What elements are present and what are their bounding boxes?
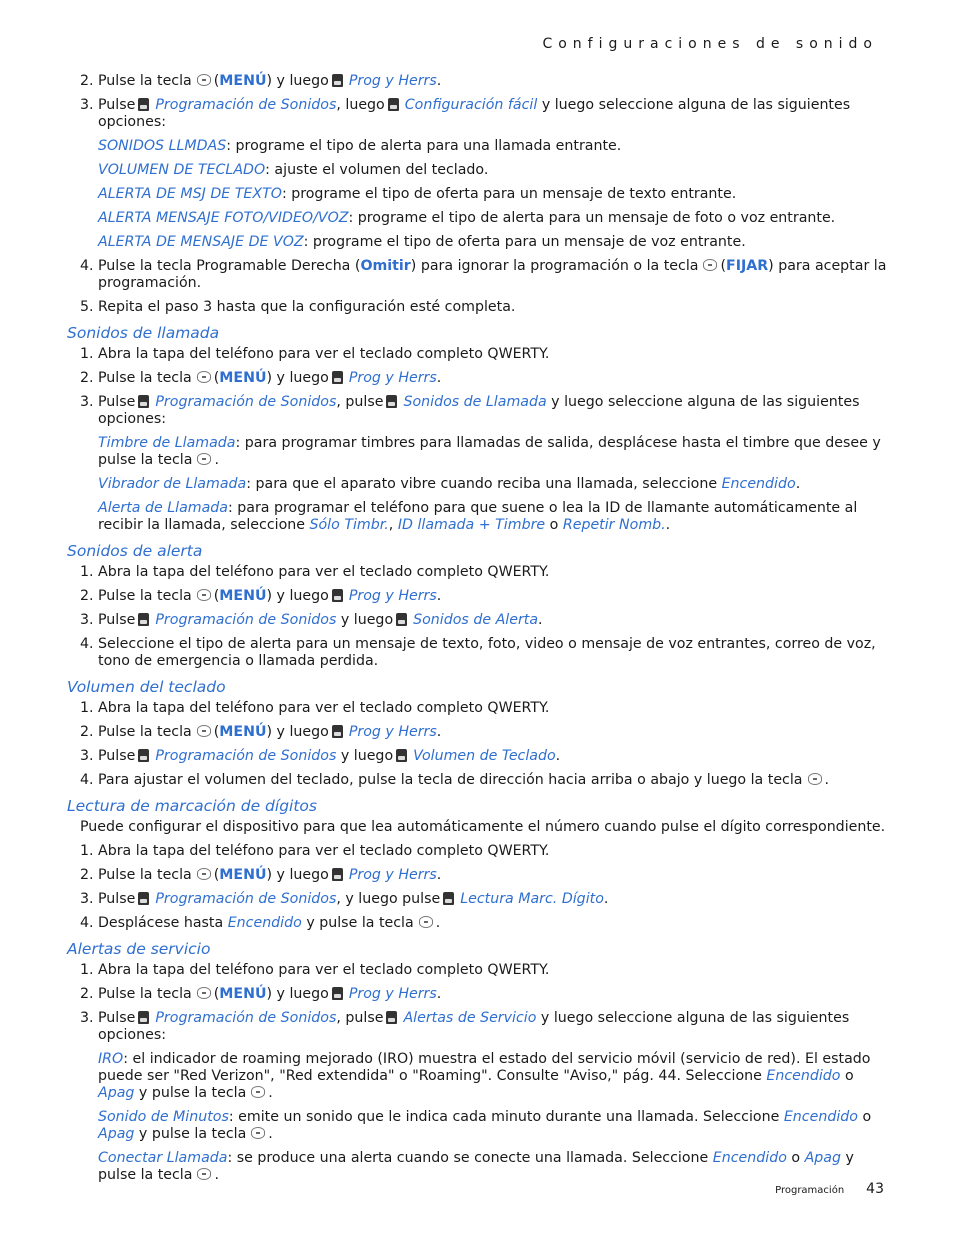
step-1: 1. Abra la tapa del teléfono para ver el teclado completo QWERTY. [80,843,550,859]
step-3: 3. Pulse Programación de Sonidos, pulse Alertas de Servicio y luego seleccione alguna de las siguientes opciones: [80,1010,850,1043]
n-key-icon [332,74,343,87]
n-key-icon [332,371,343,384]
section-title-alertas-servicio: Alertas de servicio [67,940,211,958]
step-3: 3. Pulse Programación de Sonidos, luego Configuración fácil y luego seleccione alguna de las siguientes opciones: [80,97,851,130]
p-key-icon [138,749,149,762]
step-2: 2. Pulse la tecla (MENÚ) y luego Prog y Herrs. [80,588,442,604]
step-1: 1. Abra la tapa del teléfono para ver el teclado completo QWERTY. [80,962,550,978]
option-item: Alerta de Llamada: para programar el teléfono para que suene o lea la ID de llamante automáticamente al recibir la llamada, seleccione Sólo Timbr., ID llamada + Timbre o Repetir Nomb.. [98,500,858,533]
p-key-icon [138,98,149,111]
step-4: 4. Desplácese hasta Encendido y pulse la tecla . [80,915,441,931]
ok-key-icon [197,1168,211,1180]
option-item: SONIDOS LLMDAS: programe el tipo de alerta para una llamada entrante. [98,138,622,154]
option-item: ALERTA DE MSJ DE TEXTO: programe el tipo de oferta para un mensaje de texto entrante. [98,186,737,202]
section-title-lectura-marcacion: Lectura de marcación de dígitos [67,797,317,815]
page-number: 43 [866,1181,884,1197]
option-item: Vibrador de Llamada: para que el aparato vibre cuando reciba una llamada, seleccione Encendido. [98,476,801,492]
option-item: Sonido de Minutos: emite un sonido que le indica cada minuto durante una llamada. Seleccione Encendido o Apag y pulse la tecla . [98,1109,872,1142]
step-1: 1. Abra la tapa del teléfono para ver el teclado completo QWERTY. [80,564,550,580]
option-item: Timbre de Llamada: para programar timbres para llamadas de salida, desplácese hasta el timbre que desee y pulse la tecla . [98,435,881,468]
page-content [67,73,887,1191]
page-header: Configuraciones de sonido [542,36,878,52]
r-key-icon [386,395,397,408]
step-2: 2. Pulse la tecla (MENÚ) y luego Prog y Herrs. [80,370,442,386]
option-item: ALERTA DE MENSAJE DE VOZ: programe el tipo de oferta para un mensaje de voz entrante. [98,234,746,250]
p-key-icon [138,1011,149,1024]
ok-key-icon [197,371,211,383]
step-3: 3. Pulse Programación de Sonidos, pulse Sonidos de Llamada y luego seleccione alguna de las siguientes opciones: [80,394,860,427]
ok-key-icon [419,916,433,928]
x-key-icon [396,749,407,762]
step-1: 1. Abra la tapa del teléfono para ver el teclado completo QWERTY. [80,700,550,716]
ok-key-icon [703,259,717,271]
section-title-volumen-teclado: Volumen del teclado [67,678,226,696]
ok-key-icon [197,74,211,86]
ok-key-icon [197,725,211,737]
step-3: 3. Pulse Programación de Sonidos y luego Volumen de Teclado. [80,748,561,764]
ok-key-icon [251,1086,265,1098]
n-key-icon [332,987,343,1000]
footer-label: Programación [775,1185,845,1196]
section-intro: Puede configurar el dispositivo para que lea automáticamente el número cuando pulse el dígito correspondiente. [80,819,886,835]
c-key-icon [443,892,454,905]
step-2: 2. Pulse la tecla (MENÚ) y luego Prog y Herrs. [80,867,442,883]
step-4: 4. Para ajustar el volumen del teclado, pulse la tecla de dirección hacia arriba o abajo y luego la tecla . [80,772,830,788]
section-title-sonidos-llamada: Sonidos de llamada [67,324,220,342]
option-item: VOLUMEN DE TECLADO: ajuste el volumen del teclado. [98,162,489,178]
ok-key-icon [251,1127,265,1139]
page-footer [775,1181,884,1197]
step-2: 2. Pulse la tecla (MENÚ) y luego Prog y Herrs. [80,73,442,89]
section-title-sonidos-alerta: Sonidos de alerta [67,542,203,560]
p-key-icon [138,395,149,408]
n-key-icon [332,589,343,602]
ok-key-icon [197,589,211,601]
option-item: IRO: el indicador de roaming mejorado (IRO) muestra el estado del servicio móvil (servicio de red). El estado puede ser "Red Verizon", "Red extendida" o "Roaming". Consulte "Aviso," pág. 44. Seleccione Encendido o Apag y pulse la tecla . [98,1051,871,1101]
option-item: ALERTA MENSAJE FOTO/VIDEO/VOZ: programe el tipo de alerta para un mensaje de foto o voz entrante. [98,210,836,226]
n-key-icon [332,725,343,738]
step-3: 3. Pulse Programación de Sonidos, y luego pulse Lectura Marc. Dígito. [80,891,609,907]
step-2: 2. Pulse la tecla (MENÚ) y luego Prog y Herrs. [80,724,442,740]
step-2: 2. Pulse la tecla (MENÚ) y luego Prog y Herrs. [80,986,442,1002]
step-4: 4. Seleccione el tipo de alerta para un mensaje de texto, foto, video o mensaje de voz entrantes, correo de voz, tono de emergencia o llamada perdida. [80,636,876,669]
p-key-icon [138,613,149,626]
p-key-icon [138,892,149,905]
step-4: 4. Pulse la tecla Programable Derecha (Omitir) para ignorar la programación o la tecla (FIJAR) para aceptar la programación. [80,258,887,291]
ok-key-icon [197,868,211,880]
ok-key-icon [808,773,822,785]
n-key-icon [332,868,343,881]
step-5: 5. Repita el paso 3 hasta que la configuración esté completa. [80,299,516,315]
ok-key-icon [197,987,211,999]
ok-key-icon [197,453,211,465]
s-key-icon [386,1011,397,1024]
option-item: Conectar Llamada: se produce una alerta cuando se conecte una llamada. Seleccione Encendido o Apag y pulse la tecla . [98,1150,854,1183]
e-key-icon [388,98,399,111]
v-key-icon [396,613,407,626]
step-3: 3. Pulse Programación de Sonidos y luego Sonidos de Alerta. [80,612,543,628]
step-1: 1. Abra la tapa del teléfono para ver el teclado completo QWERTY. [80,346,550,362]
